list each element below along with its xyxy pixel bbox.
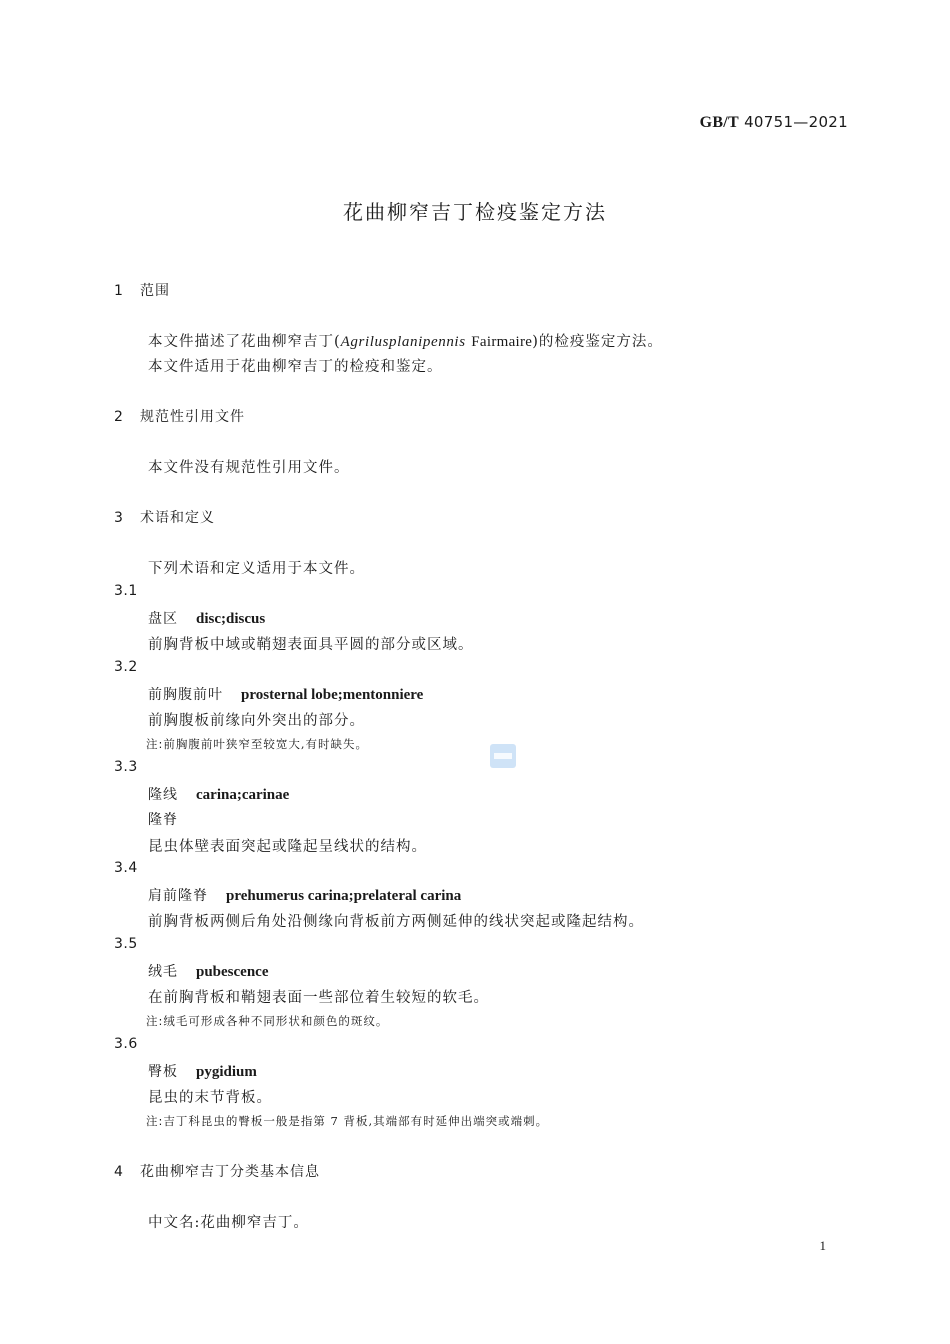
term-note [146,736,368,752]
term-entry-disc [148,608,265,628]
section-1-heading [114,280,170,300]
scope-text-pre: 本文件描述了花曲柳窄吉丁( [148,334,341,350]
term-alt-cn: 隆脊 [148,812,178,828]
note-label: 注: [146,1014,164,1028]
section-4-heading [114,1161,320,1181]
species-name: Agrilusplanipennis [340,334,466,350]
term-entry-pygidium [148,1061,257,1081]
term-number: 3.3 [114,759,138,775]
section-2-heading [114,406,245,426]
watermark-logo-icon [490,744,516,768]
scope-paragraph-2: 本文件适用于花曲柳窄吉丁的检疫和鉴定。 [148,359,443,375]
note-text: 绒毛可形成各种不同形状和颜色的斑纹。 [163,1014,389,1028]
references-paragraph: 本文件没有规范性引用文件。 [148,460,350,476]
term-entry-prosternal-lobe [148,684,423,704]
note-text: 前胸腹前叶狭窄至较宽大,有时缺失。 [163,737,369,751]
term-definition: 前胸腹板前缘向外突出的部分。 [148,713,365,729]
section-number: 4 [114,1164,124,1180]
standard-code: 40751—2021 [744,113,848,131]
scope-paragraph-1 [148,330,663,351]
section-title: 规范性引用文件 [140,409,245,425]
term-definition: 昆虫的末节背板。 [148,1090,272,1106]
term-number: 3.4 [114,860,138,876]
term-en: prehumerus carina;prelateral carina [226,888,462,904]
term-definition: 前胸背板两侧后角处沿侧缘向背板前方两侧延伸的线状突起或隆起结构。 [148,914,644,930]
standard-number [700,113,848,132]
section-number: 2 [114,409,124,425]
section-number: 1 [114,283,124,299]
note-text: 吉丁科昆虫的臀板一般是指第 7 背板,其端部有时延伸出端突或端刺。 [163,1114,549,1128]
term-definition: 在前胸背板和鞘翅表面一些部位着生较短的软毛。 [148,990,489,1006]
term-number: 3.1 [114,583,138,599]
term-note [146,1013,388,1029]
term-entry-prehumerus-carina [148,885,461,905]
document-title: 花曲柳窄吉丁检疫鉴定方法 [343,200,607,224]
term-en: carina;carinae [196,787,290,803]
term-cn: 绒毛 [148,964,178,980]
term-en: pubescence [196,964,269,980]
page-number: 1 [819,1238,826,1253]
term-entry-carina [148,784,289,804]
term-entry-pubescence [148,961,269,981]
terms-intro: 下列术语和定义适用于本文件。 [148,561,365,577]
term-en: prosternal lobe;mentonniere [241,687,424,703]
term-synonym [148,809,178,829]
term-number: 3.5 [114,936,138,952]
classification-paragraph: 中文名:花曲柳窄吉丁。 [148,1215,309,1231]
section-title: 范围 [140,283,170,299]
section-number: 3 [114,510,124,526]
note-label: 注: [146,737,164,751]
scope-text-post: )的检疫鉴定方法。 [532,334,663,350]
term-cn: 臀板 [148,1064,178,1080]
term-number: 3.6 [114,1036,138,1052]
term-definition: 前胸背板中域或鞘翅表面具平圆的部分或区域。 [148,637,474,653]
term-definition: 昆虫体壁表面突起或隆起呈线状的结构。 [148,839,427,855]
term-en: pygidium [196,1064,257,1080]
section-3-heading [114,507,215,527]
term-en: disc;discus [196,611,266,627]
term-number: 3.2 [114,659,138,675]
standard-prefix: GB/T [699,114,740,131]
term-cn: 隆线 [148,787,178,803]
section-title: 术语和定义 [140,510,215,526]
section-title: 花曲柳窄吉丁分类基本信息 [140,1164,320,1180]
term-cn: 肩前隆脊 [148,888,208,904]
term-cn: 前胸腹前叶 [148,687,223,703]
species-author: Fairmaire [471,334,533,350]
term-cn: 盘区 [148,611,178,627]
note-label: 注: [146,1114,164,1128]
term-note [146,1113,548,1129]
